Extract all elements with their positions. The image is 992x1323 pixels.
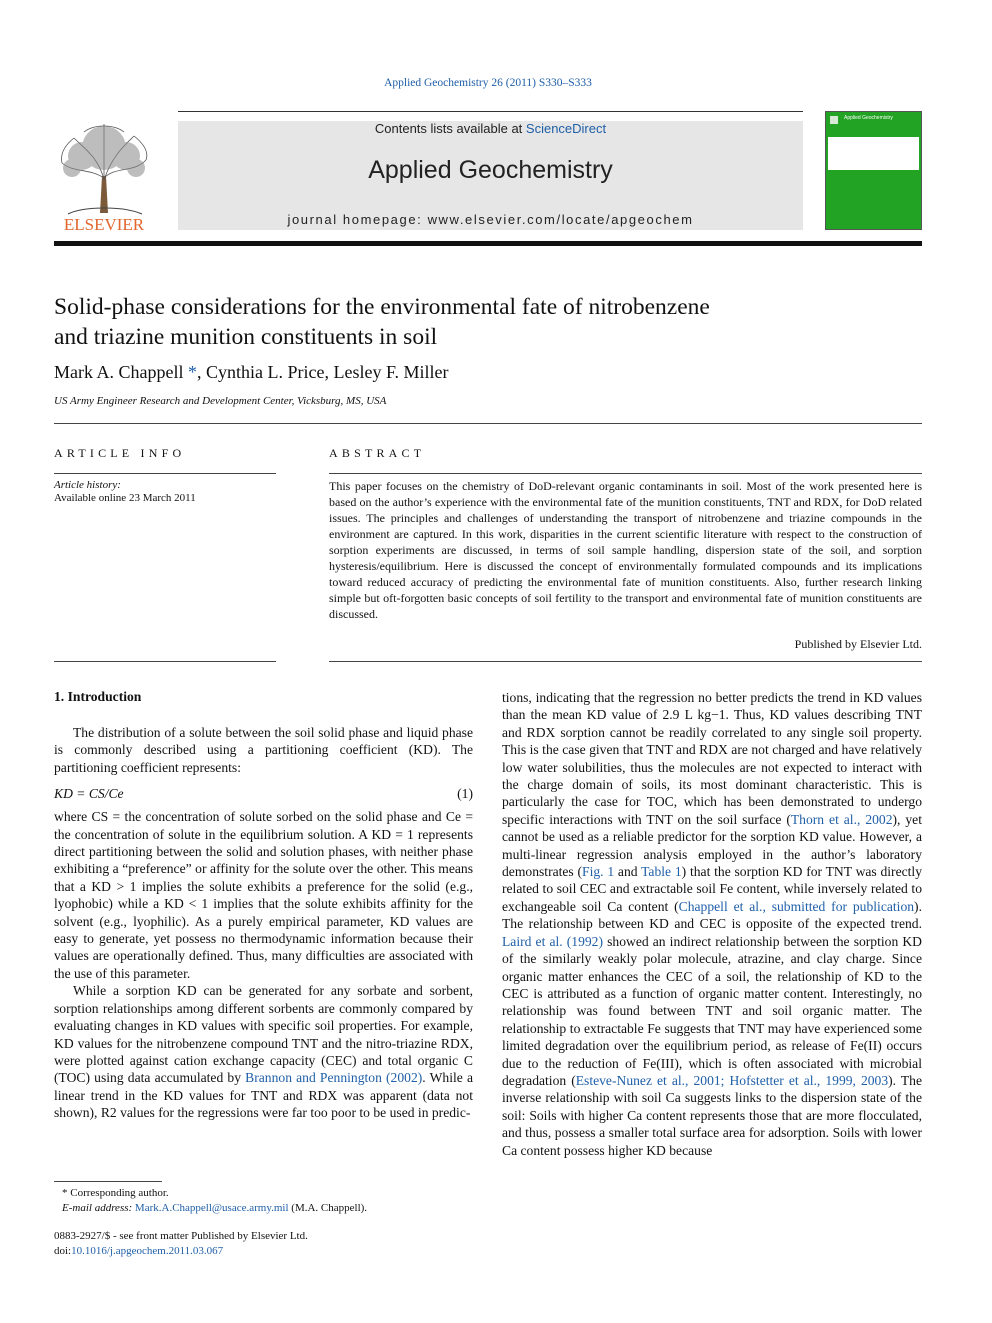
bottom-matter [54, 1229, 308, 1259]
ref-thorn[interactable]: Thorn et al., 2002 [790, 811, 893, 827]
abstract-publisher: Published by Elsevier Ltd. [794, 637, 922, 651]
affiliation: US Army Engineer Research and Development Center, Vicksburg, MS, USA [54, 395, 387, 407]
ref-table1[interactable]: Table 1 [641, 864, 682, 880]
ref-brannon-pennington[interactable]: Brannon and Pennington (2002) [245, 1070, 423, 1086]
email-link[interactable]: Mark.A.Chappell@usace.army.mil [134, 1202, 289, 1214]
journal-title: Applied Geochemistry [368, 156, 613, 184]
paragraph-3 [54, 982, 473, 1121]
abstract-text: This paper focuses on the chemistry of DoD-relevant organic contaminants in soil. Most of the work presented here is based on the author’s experience with the environmental fate of the munition constituents, TNT and RDX, for DoD related issues. The principles and challenges of understanding the transport of nitrobenzene and triazine compounds in the environment are captured. In this work, disparities in the current scientific literature with respect to the construction of sorption experiments are discussed, in terms of soil sample handling, dispersion state of the soil, and sorption hysteresis/equilibrium. Here is discussed the concept of environmentally formulated compounds and its implications toward reduced accuracy of predicting the environmental fate of munition constituents. Also, further research linking simple but oft-forgotten basic concepts of soil fertility to the transport and environmental fate of munition constituents are discussed. [329, 479, 922, 621]
header-thick-rule [54, 241, 922, 246]
paragraph-2: where CS = the concentration of solute sorbed on the solid phase and Ce = the concentration of solute in the equilibrium solution. A KD = 1 represents direct partitioning between the solid and solution phases, with neither phase exhibiting a “preference” or affinity for the solute over the other. This means that a KD > 1 implies the solute exhibits a preference for the solid (e.g., lyophobic) while a KD < 1 implies that the solute exhibits affinity for the solvent (e.g., lyophilic). As a purely empirical parameter, KD values are easy to generate, yet possess no thermodynamic information because their values are operationally defined. Thus, many difficulties are associated with the use of this parameter. [54, 809, 473, 981]
doi-link[interactable]: 10.1016/j.apgeochem.2011.03.067 [71, 1245, 224, 1257]
p3-text-a: While a sorption KD can be generated for any sorbate and sorbent, sorption relationships among different sorbents are commonly compared by evaluating changes in KD values with specific soil properties. For example, KD values for the nitrobenzene compound TNT and the nitro-triazine RDX, were plotted against cation exchange capacity (CEC) and total organic C (TOC) using data accumulated by [54, 983, 473, 1086]
contents-line [178, 121, 803, 136]
journal-cover-thumbnail[interactable] [825, 111, 922, 230]
article-title [54, 292, 934, 352]
elsevier-wordmark: ELSEVIER [63, 215, 145, 234]
cover-white-band [828, 137, 919, 170]
equation-expression: KD = CS/Ce [54, 786, 124, 802]
paragraph-1: The distribution of a solute between the soil solid phase and liquid phase is commonly described using a partitioning coefficient (KD). The partitioning coefficient represents: [54, 725, 473, 775]
author-1: Mark A. Chappell [54, 362, 184, 382]
issn-line: 0883-2927/$ - see front matter Published by Elsevier Ltd. [54, 1230, 308, 1242]
journal-citation[interactable]: Applied Geochemistry 26 (2011) S330–S333 [384, 77, 592, 89]
title-line-2: and triazine munition constituents in soil [54, 324, 438, 350]
c2-text-b: ), yet cannot be used as a reliable predictor for the sorption KD value. However, a multi-linear regression analysis employed in the author’s laboratory demonstrates ( [502, 811, 922, 880]
article-info-rule [54, 473, 276, 474]
footnote [62, 1186, 367, 1216]
body-column-right [502, 689, 922, 1159]
p3-text-b: . While a linear trend in the KD values for TNT and RDX was apparent (data not shown), R2 values for the regressions were far too poor to be used in predic- [54, 1070, 473, 1121]
body-column-left [54, 724, 473, 1122]
email-label: E-mail address: [62, 1202, 133, 1214]
article-history-value: Available online 23 March 2011 [54, 492, 196, 504]
section-heading-introduction: 1. Introduction [54, 689, 142, 704]
abstract-heading: ABSTRACT [329, 446, 426, 460]
article-info-heading: ARTICLE INFO [54, 446, 186, 460]
c2-text-c: ) that the sorption KD for TNT was directly related to soil CEC and extractable soil Fe content, while inversely related to exchangeable soil Ca content ( [502, 864, 922, 914]
corresponding-author-mark[interactable]: * [187, 362, 197, 382]
c2-and: and [614, 864, 642, 880]
c2-text-d: ). The relationship between KD and CEC is opposite of the expected trend. [502, 898, 922, 932]
email-suffix: (M.A. Chappell). [291, 1202, 368, 1214]
c2-text-f: ). The inverse relationship with soil Ca suggests links to the dispersion state of the soil: Soils with higher Ca content represents those that are more flocculated, and thus, possess a smaller total surface area for adsorption. Soils with lower Ca content possess higher KD because [502, 1072, 923, 1158]
article-history-label: Article history: [54, 479, 121, 491]
footnote-email-line [62, 1201, 367, 1216]
cover-title: Applied Geochemistry [844, 115, 893, 121]
title-line-1: Solid-phase considerations for the environmental fate of nitrobenzene [54, 294, 710, 320]
ref-chappell[interactable]: Chappell et al., submitted for publication [678, 898, 915, 914]
article-info-bottom-rule [54, 661, 276, 662]
author-list [54, 362, 449, 383]
footnote-corresponding-text: Corresponding author. [70, 1187, 169, 1199]
c2-text-a: tions, indicating that the regression no better predicts the trend in KD values than the mean KD value of 2.9 L kg−1. Thus, KD values describing TNT and RDX sorption cannot be readily correlated to any single soil property. This is the case given that TNT and RDX are not charged and have relatively low water solubilities, thus the molecules are not expected to interact with the charge domain of soils, its most dominant characteristic. This is particularly the case for TOC, which has been demonstrated to undergo specific interactions with TNT on the soil surface ( [502, 690, 922, 827]
ref-fig1[interactable]: Fig. 1 [582, 864, 615, 880]
equation-1 [54, 782, 473, 808]
sciencedirect-link[interactable]: ScienceDirect [525, 121, 607, 136]
equation-number: (1) [457, 786, 473, 802]
footnote-mark: * [62, 1187, 68, 1199]
c2-text-e: showed an indirect relationship between the sorption KD of the similarly weakly polar molecule, atrazine, and clay charge. Since organic matter enhances the CEC of a soil, the relationship of KD to the CEC is attributed as a function of organic matter content. Interestingly, no relationship was found between TNT and soil organic matter. The relationship to extractable Fe suggests that TNT may have experienced some limited degradation over the equilibrium period, as release of Fe(II) occurs due to the reduction of Fe(III), which is often associated with microbial degradation ( [502, 933, 922, 1088]
footnote-rule [54, 1181, 162, 1182]
abstract-bottom-rule [329, 661, 922, 662]
abstract-rule [329, 473, 922, 474]
doi-label: doi: [54, 1245, 72, 1257]
elsevier-logo [54, 118, 154, 234]
header-rule [178, 111, 803, 112]
journal-homepage[interactable]: journal homepage: www.elsevier.com/locate/apgeochem [287, 212, 694, 227]
doi-line [54, 1244, 308, 1259]
other-authors: , Cynthia L. Price, Lesley F. Miller [196, 362, 449, 382]
ref-esteve-hofstetter[interactable]: Esteve-Nunez et al., 2001; Hofstetter et al., 1999, 2003 [575, 1072, 889, 1088]
paragraph-4 [502, 689, 922, 1159]
footnote-corresponding [62, 1186, 367, 1201]
contents-prefix: Contents lists available at [374, 121, 526, 136]
ref-laird[interactable]: Laird et al. (1992) [502, 933, 604, 949]
title-rule [54, 423, 922, 424]
cover-logo-icon [830, 116, 838, 124]
